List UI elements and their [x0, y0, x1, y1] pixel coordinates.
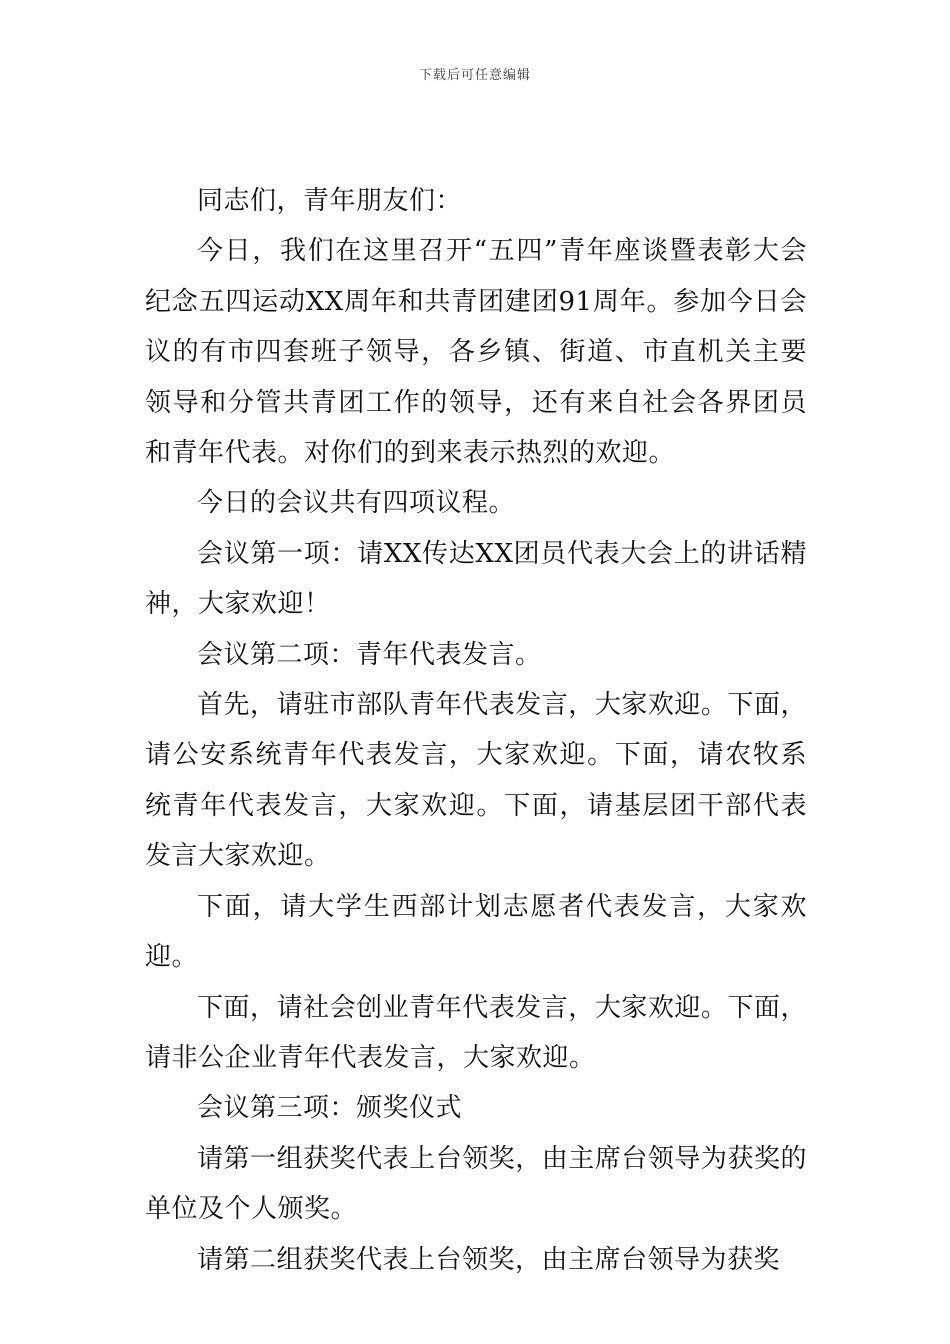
agenda-item-2-paragraph: 会议第二项：青年代表发言。 [197, 639, 542, 670]
speeches-paragraph-2: 下面，请大学生西部计划志愿者代表发言，大家欢迎。 [145, 891, 807, 973]
document-body [145, 176, 807, 1285]
award-group-1-paragraph: 请第一组获奖代表上台领奖，由主席台领导为获奖的单位及个人颁奖。 [145, 1143, 807, 1225]
opening-paragraph: 今日，我们在这里召开“五四”青年座谈暨表彰大会纪念五四运动XX周年和共青团建团91周年。参加今日会议的有市四套班子领导，各乡镇、街道、市直机关主要领导和分管共青团工作的领导，还有来自社会各界团员和青年代表。对你们的到来表示热烈的欢迎。 [145, 236, 807, 469]
page-header: 下载后可任意编辑 [418, 68, 531, 83]
greeting-paragraph: 同志们，青年朋友们： [197, 186, 463, 216]
agenda-item-3-paragraph: 会议第三项：颁奖仪式 [197, 1093, 463, 1124]
award-group-2-paragraph: 请第二组获奖代表上台领奖，由主席台领导为获奖 [197, 1244, 781, 1275]
speeches-paragraph-3: 下面，请社会创业青年代表发言，大家欢迎。下面，请非公企业青年代表发言，大家欢迎。 [145, 992, 807, 1073]
agenda-intro-paragraph: 今日的会议共有四项议程。 [197, 488, 516, 519]
agenda-item-1-paragraph: 会议第一项：请XX传达XX团员代表大会上的讲话精神，大家欢迎！ [145, 538, 807, 620]
speeches-paragraph-1: 首先，请驻市部队青年代表发言，大家欢迎。下面，请公安系统青年代表发言，大家欢迎。下面，请农牧系统青年代表发言，大家欢迎。下面，请基层团干部代表发言大家欢迎。 [145, 690, 807, 872]
